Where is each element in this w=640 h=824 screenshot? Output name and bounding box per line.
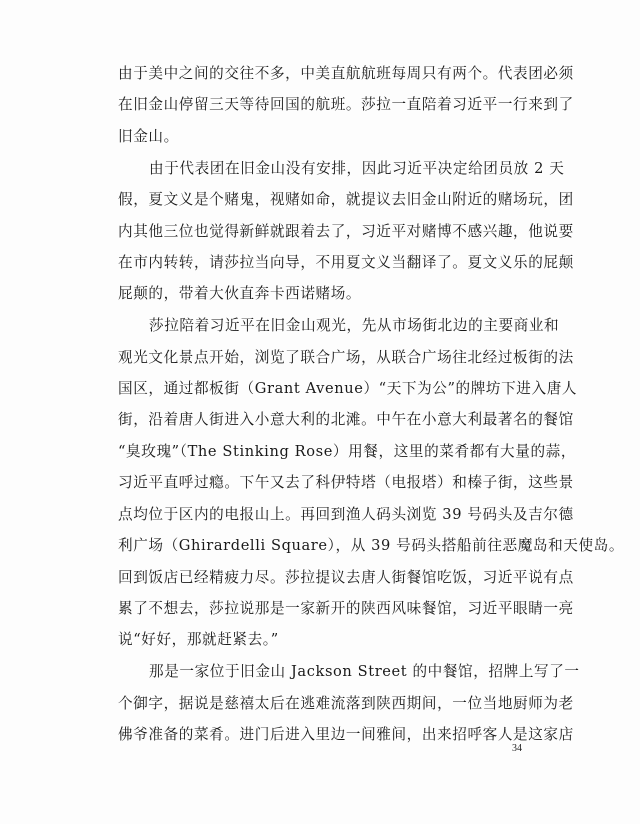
text-line: 莎拉陪着习近平在旧金山观光，先从市场街北边的主要商业和 <box>149 317 560 335</box>
text-line: 旧金山。 <box>118 127 179 145</box>
text-line: 利广场（Ghirardelli Square），从 39 号码头搭船前往恶魔岛和天使岛。 <box>118 537 625 555</box>
text-line: “臭玫瑰”（The Stinking Rose）用餐，这里的菜肴都有大量的蒜， <box>118 442 577 460</box>
page-number: 34 <box>512 743 522 754</box>
text-line: 在市内转转，请莎拉当向导，不用夏文义当翻译了。夏文义乐的屁颠 <box>118 253 574 271</box>
text-line: 国区，通过都板街（Grant Avenue）“天下为公”的牌坊下进入唐人 <box>118 380 578 398</box>
text-line: 那是一家位于旧金山 Jackson Street 的中餐馆，招牌上写了一 <box>149 663 580 681</box>
text-line: 点均位于区内的电报山上。再回到渔人码头浏览 39 号码头及吉尔德 <box>118 505 574 523</box>
text-line: 回到饭店已经精疲力尽。莎拉提议去唐人街餐馆吃饭，习近平说有点 <box>118 568 574 586</box>
text-line: 街，沿着唐人街进入小意大利的北滩。中午在小意大利最著名的餐馆 <box>118 411 574 429</box>
page-body <box>118 58 625 751</box>
text-line: 佛爷准备的菜肴。进门后进入里边一间雅间，出来招呼客人是这家店 <box>118 726 574 744</box>
paragraph-1 <box>118 58 574 152</box>
text-line: 由于美中之间的交往不多，中美直航航班每周只有两个。代表团必须 <box>118 65 574 82</box>
text-line: 内其他三位也觉得新鲜就跟着去了，习近平对赌博不感兴趣，他说要 <box>118 222 574 240</box>
text-line: 假，夏文义是个赌鬼，视赌如命，就提议去旧金山附近的赌场玩，团 <box>118 191 574 209</box>
text-line: 累了不想去，莎拉说那是一家新开的陕西风味餐馆，习近平眼睛一亮 <box>118 599 574 617</box>
text-line: 观光文化景点开始，浏览了联合广场，从联合广场往北经过板街的法 <box>118 348 574 366</box>
paragraph-3 <box>118 310 625 655</box>
text-line: 说“好好，那就赶紧去。” <box>118 631 279 649</box>
text-line: 由于代表团在旧金山没有安排，因此习近平决定给团员放 2 天 <box>149 159 565 177</box>
text-line: 屁颠的，带着大伙直奔卡西诺赌场。 <box>118 285 362 303</box>
paragraph-2 <box>118 153 574 310</box>
text-line: 个御字，据说是慈禧太后在逃难流落到陕西期间，一位当地厨师为老 <box>118 694 574 712</box>
paragraph-4 <box>118 656 580 750</box>
text-line: 在旧金山停留三天等待回国的航班。莎拉一直陪着习近平一行来到了 <box>118 96 574 114</box>
text-line: 习近平直呼过瘾。下午又去了科伊特塔（电报塔）和榛子街，这些景 <box>118 474 574 492</box>
